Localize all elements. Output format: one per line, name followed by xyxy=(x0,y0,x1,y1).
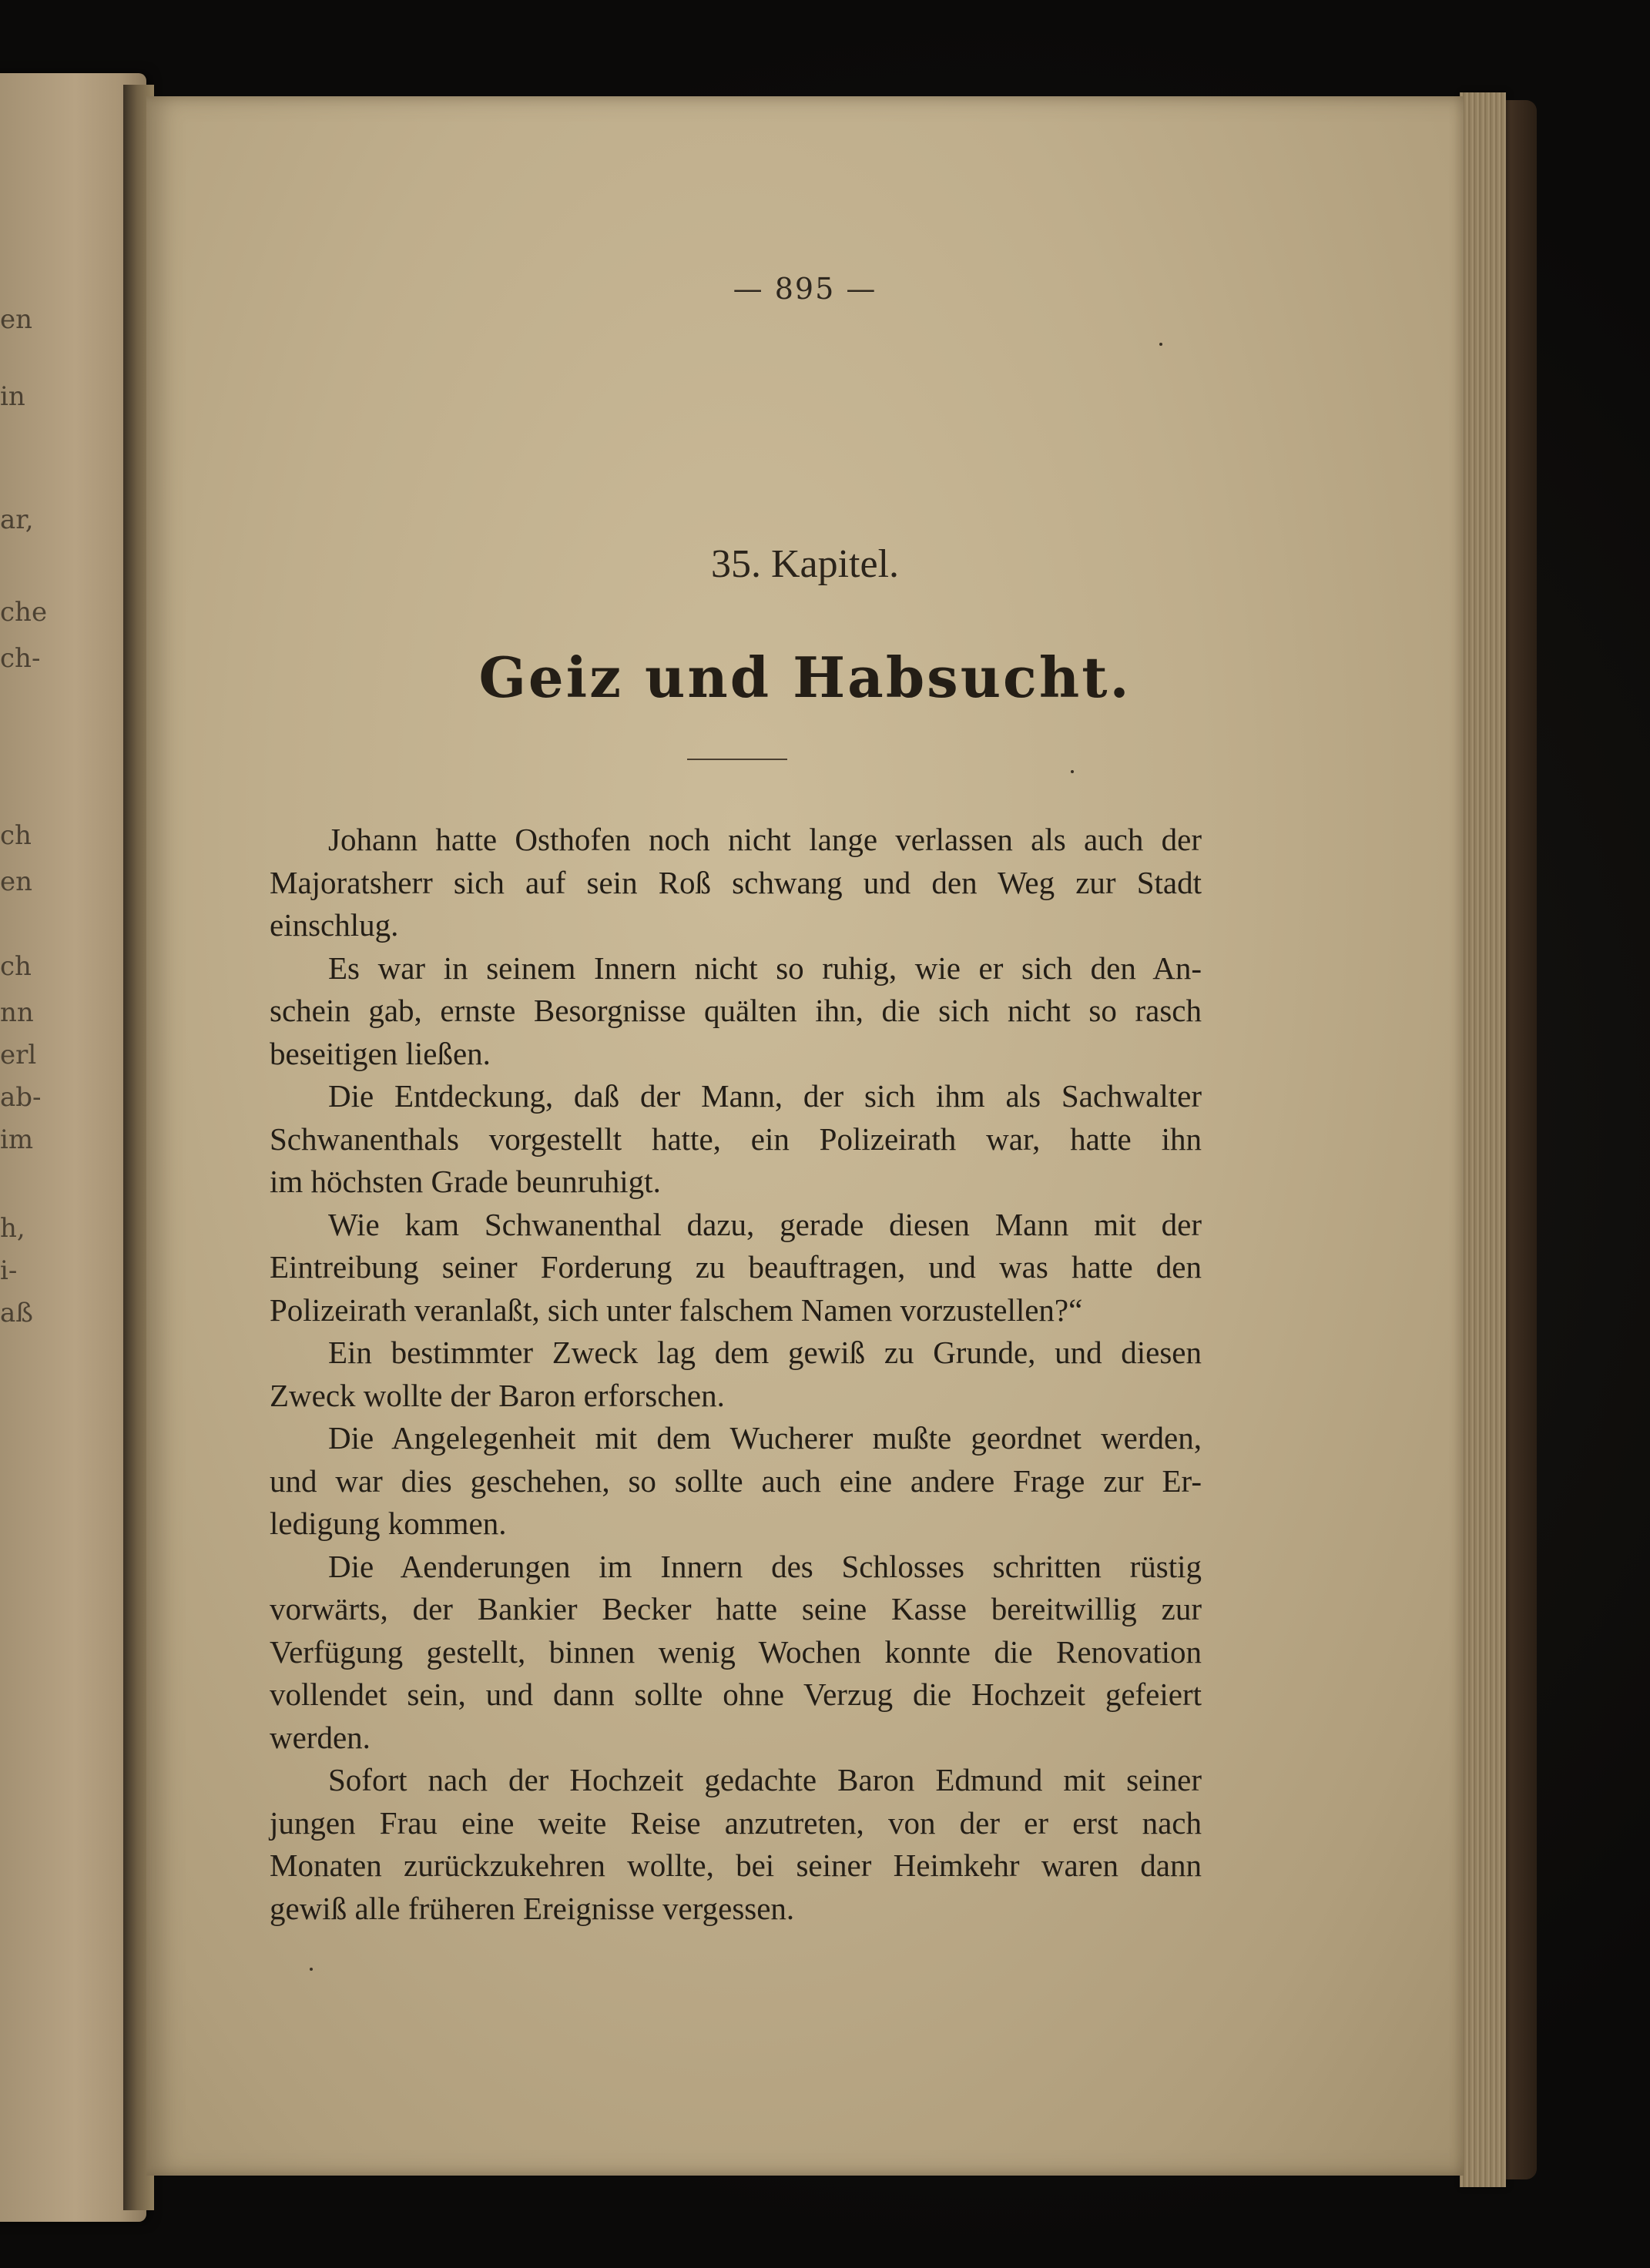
text-line: einschlug. xyxy=(270,907,399,943)
paper-speck xyxy=(1159,343,1162,346)
text-line: Es war in seinem Innern nicht so ruhig, wie er sich den An- xyxy=(328,950,1202,986)
left-fragment: in xyxy=(0,381,25,412)
left-fragment: che xyxy=(0,597,48,628)
text-line: schein gab, ernste Besorgnisse quälten ihn, die sich nicht so rasch xyxy=(270,993,1202,1028)
left-fragment: aß xyxy=(0,1298,33,1328)
left-fragment: im xyxy=(0,1124,34,1155)
chapter-title: Geiz und Habsucht. xyxy=(478,645,1132,710)
book-page xyxy=(146,96,1464,2176)
text-line: Ein bestimmter Zweck lag dem gewiß zu Grunde, und diesen xyxy=(328,1335,1202,1370)
text-line: Die Aenderungen im Innern des Schlosses schritten rüstig xyxy=(328,1548,1202,1584)
text-line: ledigung kommen. xyxy=(270,1506,507,1541)
left-fragment: ch- xyxy=(0,643,41,674)
paper-speck xyxy=(310,1968,313,1971)
text-line: beseitigen ließen. xyxy=(270,1035,491,1071)
text-line: vorwärts, der Bankier Becker hatte seine Kasse bereitwillig zur xyxy=(270,1591,1202,1626)
left-fragment: nn xyxy=(0,997,34,1028)
title-rule xyxy=(687,759,787,760)
left-fragment: ch xyxy=(0,820,32,851)
page-block-edges xyxy=(1460,92,1506,2187)
left-fragment: en xyxy=(0,304,33,335)
text-line: Schwanenthals vorgestellt hatte, ein Polizeirath war, hatte ihn xyxy=(270,1121,1202,1157)
left-fragment: h, xyxy=(0,1213,25,1244)
text-line: im höchsten Grade beunruhigt. xyxy=(270,1164,661,1199)
text-line: Zweck wollte der Baron erforschen. xyxy=(270,1377,725,1413)
text-line: Monaten zurückzukehren wollte, bei seiner Heimkehr waren dann xyxy=(270,1848,1202,1883)
page-body-text xyxy=(270,819,1202,1930)
text-line: und war dies geschehen, so sollte auch eine andere Frage zur Er- xyxy=(270,1462,1202,1499)
left-fragment: en xyxy=(0,866,33,897)
text-line: Polizeirath veranlaßt, sich unter falschem Namen vorzustellen?“ xyxy=(270,1291,1083,1328)
text-line: Eintreibung seiner Forderung zu beauftragen, und was hatte den xyxy=(270,1249,1202,1285)
paper-speck xyxy=(1071,770,1074,773)
left-fragment: ab- xyxy=(0,1082,42,1113)
text-line: Majoratsherr sich auf sein Roß schwang und den Weg zur Stadt xyxy=(270,864,1202,900)
page-number: — 895 — xyxy=(733,272,877,306)
text-line: Die Entdeckung, daß der Mann, der sich ihm als Sachwalter xyxy=(328,1078,1202,1114)
text-line: Sofort nach der Hochzeit gedachte Baron Edmund mit seiner xyxy=(328,1762,1202,1797)
text-line: Verfügung gestellt, binnen wenig Wochen konnte die Renovation xyxy=(270,1633,1202,1670)
left-fragment: ch xyxy=(0,951,32,982)
text-line: jungen Frau eine weite Reise anzutreten, von der er erst nach xyxy=(270,1804,1202,1841)
left-fragment: i- xyxy=(0,1255,18,1286)
left-fragment: ar, xyxy=(0,504,34,535)
text-line: gewiß alle früheren Ereignisse vergessen. xyxy=(270,1890,795,1926)
text-line: vollendet sein, und dann sollte ohne Verzug die Hochzeit gefeiert xyxy=(270,1677,1202,1712)
text-line: Die Angelegenheit mit dem Wucherer mußte geordnet werden, xyxy=(328,1420,1202,1456)
text-line: Wie kam Schwanenthal dazu, gerade diesen Mann mit der xyxy=(328,1206,1202,1242)
text-line: werden. xyxy=(270,1719,371,1755)
text-line: Johann hatte Osthofen noch nicht lange verlassen als auch der xyxy=(328,822,1202,857)
left-fragment: erl xyxy=(0,1040,37,1070)
chapter-heading: 35. Kapitel. xyxy=(710,542,900,586)
